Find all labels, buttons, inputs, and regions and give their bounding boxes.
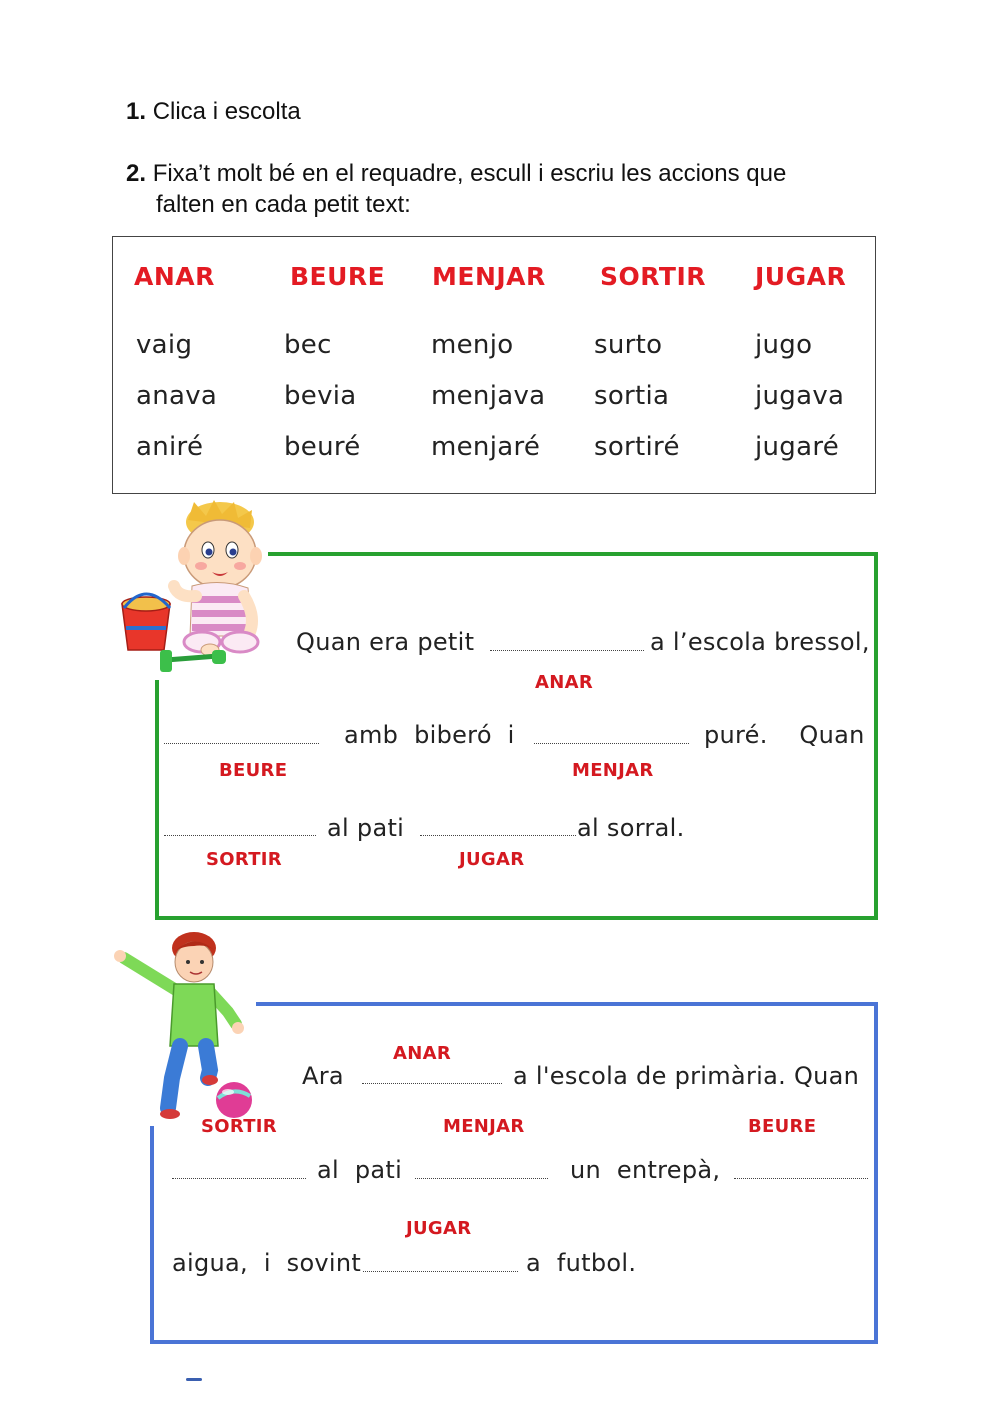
story1-text: al sorral.	[577, 814, 685, 842]
story2-text: un entrepà,	[570, 1156, 721, 1184]
story1-blank-jugar[interactable]	[420, 835, 576, 836]
verb-header: JUGAR	[755, 262, 847, 291]
verb-header: ANAR	[134, 262, 215, 291]
instruction-number: 1.	[126, 98, 147, 125]
story1-blank-sortir[interactable]	[164, 835, 316, 836]
story2-frame-bottom	[150, 1340, 878, 1344]
story1-hint: SORTIR	[206, 849, 282, 870]
instruction-text: Fixa’t molt bé en el requadre, escull i escriu les accions que	[152, 160, 787, 187]
story1-frame-left	[155, 680, 159, 920]
story2-blank-beure[interactable]	[734, 1178, 868, 1179]
verb-form: surto	[594, 330, 663, 360]
boy-kicking-ball-illustration	[110, 928, 260, 1124]
instruction-text: falten en cada petit text:	[156, 191, 411, 218]
story1-hint: ANAR	[535, 672, 593, 693]
verb-header: BEURE	[290, 262, 386, 291]
verb-form: menjo	[431, 330, 514, 360]
story2-blank-menjar[interactable]	[415, 1178, 548, 1179]
story1-blank-menjar[interactable]	[534, 743, 689, 744]
instruction-2-continued	[156, 189, 411, 220]
story1-hint: MENJAR	[572, 760, 654, 781]
story2-hint: MENJAR	[443, 1116, 525, 1137]
story2-blank-anar[interactable]	[362, 1083, 502, 1084]
story1-text: amb biberó i	[344, 721, 515, 749]
story1-hint: BEURE	[219, 760, 288, 781]
verb-header: MENJAR	[432, 262, 546, 291]
story2-frame-top	[256, 1002, 878, 1006]
instruction-2	[126, 158, 786, 189]
verb-form: sortiré	[594, 432, 680, 462]
verb-form: jugava	[755, 381, 845, 411]
verb-form: bevia	[284, 381, 357, 411]
story2-frame-left	[150, 1126, 154, 1344]
story2-text: aigua, i sovint	[172, 1249, 362, 1277]
story1-hint: JUGAR	[459, 849, 525, 870]
story2-blank-sortir[interactable]	[172, 1178, 306, 1179]
verb-form: menjava	[431, 381, 546, 411]
story1-text: al pati	[327, 814, 405, 842]
story1-frame-right	[874, 552, 878, 920]
story1-frame-bottom	[155, 916, 878, 920]
story1-blank-beure[interactable]	[164, 743, 319, 744]
story1-text: puré. Quan	[704, 721, 865, 749]
story2-hint: BEURE	[748, 1116, 817, 1137]
story2-text: Ara	[302, 1062, 344, 1090]
story2-hint: JUGAR	[406, 1218, 472, 1239]
story2-text: al pati	[317, 1156, 403, 1184]
verb-form: jugo	[755, 330, 813, 360]
verb-form: sortia	[594, 381, 670, 411]
story1-text: Quan era petit	[296, 628, 475, 656]
verb-form: vaig	[136, 330, 193, 360]
story2-text: a futbol.	[526, 1249, 637, 1277]
verb-form: bec	[284, 330, 332, 360]
story1-text: a l’escola bressol,	[650, 628, 870, 656]
verb-header: SORTIR	[600, 262, 706, 291]
verb-form: jugaré	[755, 432, 840, 462]
instruction-number: 2.	[126, 160, 147, 187]
story1-frame-top	[268, 552, 878, 556]
instruction-text: Clica i escolta	[152, 98, 301, 125]
story1-blank-anar[interactable]	[490, 650, 644, 651]
verb-form: menjaré	[431, 432, 541, 462]
verb-form: beuré	[284, 432, 361, 462]
story2-hint: SORTIR	[201, 1116, 277, 1137]
baby-with-bucket-illustration	[116, 500, 276, 682]
page-mark	[186, 1378, 202, 1381]
story2-text: a l'escola de primària. Quan	[513, 1062, 860, 1090]
verb-form: aniré	[136, 432, 204, 462]
story2-blank-jugar[interactable]	[363, 1271, 518, 1272]
story2-hint: ANAR	[393, 1043, 451, 1064]
story2-frame-right	[874, 1002, 878, 1344]
instruction-1	[126, 96, 301, 127]
verb-form: anava	[136, 381, 218, 411]
